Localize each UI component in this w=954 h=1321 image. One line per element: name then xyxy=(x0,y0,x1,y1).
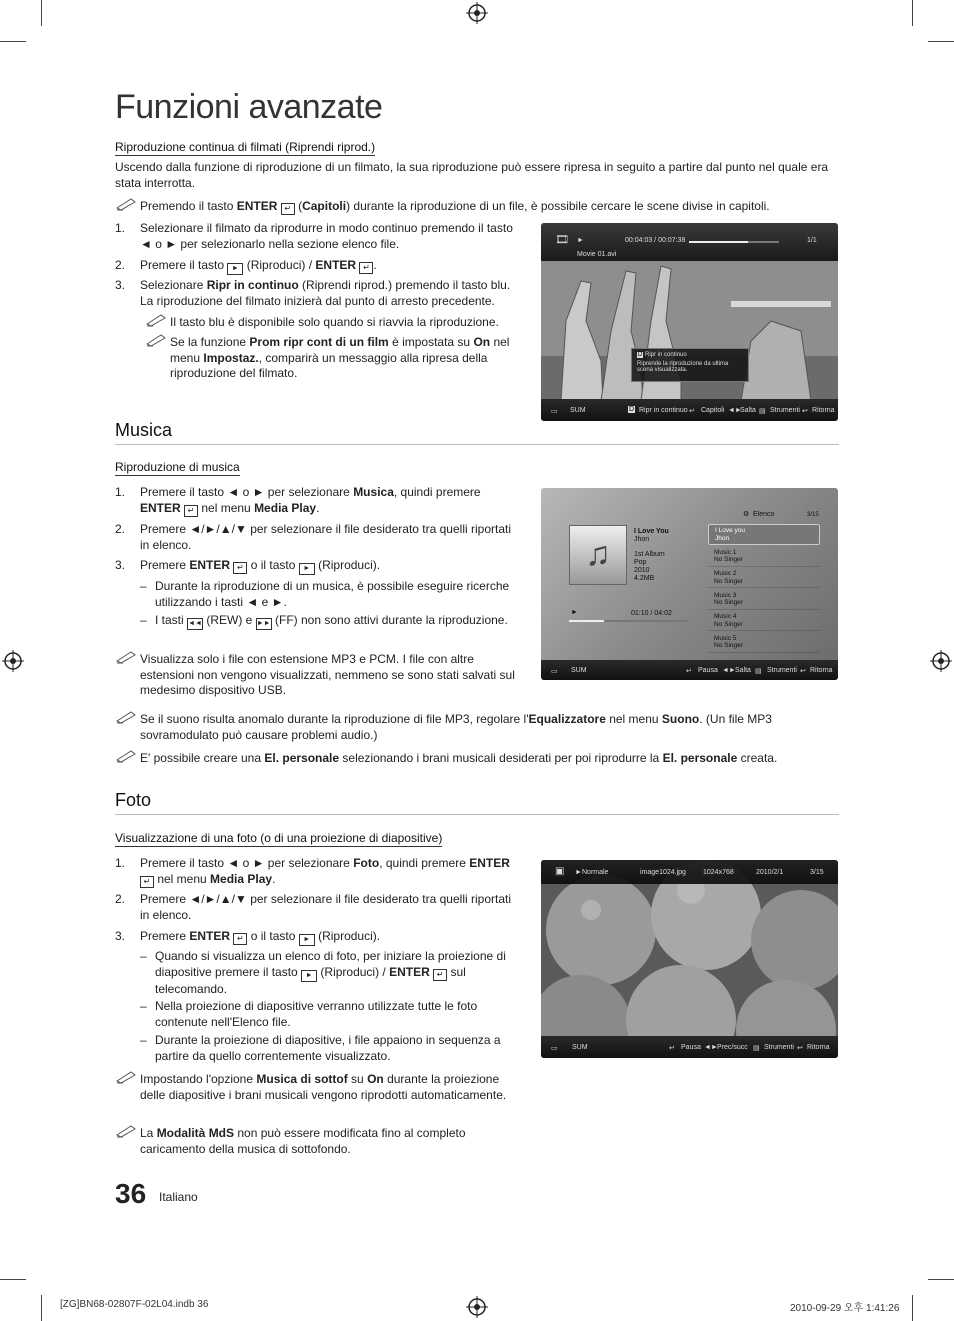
enter-icon: ↵ xyxy=(233,933,247,945)
movie-progress-bar xyxy=(689,241,779,243)
pencil-note-icon xyxy=(115,749,137,763)
footer-date: 2010-09-29 오후 1:41:26 xyxy=(790,1303,900,1314)
music-list-item-title: Music 4 xyxy=(714,613,737,620)
step: 1. Premere il tasto ◄ o ► per selezionare Foto, quindi premere ENTER ↵ nel menu Media Play. xyxy=(115,856,510,886)
movie-top-bar xyxy=(541,223,838,261)
pencil-note-icon xyxy=(115,1070,137,1084)
step: 2. Premere il tasto ► (Riproduci) / ENTER ↵ . xyxy=(115,258,515,275)
return-icon: ↩ xyxy=(797,1045,803,1052)
pencil-note-icon xyxy=(115,1124,137,1138)
music-subhead: Riproduzione di musica xyxy=(115,460,240,474)
storage-label: SUM xyxy=(571,667,587,674)
music-list-item[interactable] xyxy=(708,633,820,653)
step: 2. Premere ◄/►/▲/▼ per selezionare il file desiderato tra quelli riportati in elenco. xyxy=(115,522,511,552)
music-time: 01:10 / 04:02 xyxy=(631,610,672,617)
album-art xyxy=(569,525,627,585)
movie-count: 1/1 xyxy=(807,237,817,244)
film-icon: 🎞 xyxy=(555,234,569,246)
registration-mark-icon xyxy=(466,2,488,24)
photo-top-bar xyxy=(541,860,838,884)
note: La Modalità MdS non può essere modificata fino al completo caricamento della musica di sottofondo. xyxy=(115,1126,515,1157)
step: 3. Premere ENTER ↵ o il tasto ► (Riproduci). xyxy=(115,558,515,575)
page-number: 36 xyxy=(115,1178,147,1209)
photo-icon: ▣ xyxy=(555,866,565,877)
hint-return: Ritorna xyxy=(807,1044,830,1051)
registration-mark-icon xyxy=(466,1296,488,1318)
usb-icon: ▭ xyxy=(551,668,558,675)
step: 3. Selezionare Ripr in continuo (Riprendi riprod.) premendo il tasto blu. La riproduzione del filmato inizierà dal punto di arresto precedente. xyxy=(115,278,511,308)
d-button-icon: D xyxy=(638,352,643,358)
note: Premendo il tasto ENTER ↵ (Capitoli) durante la riproduzione di un file, è possibile cercare le scene divise in capitoli. xyxy=(115,199,839,215)
note: Visualizza solo i file con estensione MP3 e PCM. I file con altre estensioni non vengono visualizzati, nemmeno se sono stati salvati sul medesimo dispositivo USB. xyxy=(115,652,515,699)
play-button-icon: ► xyxy=(299,934,315,946)
hint-return: Ritorna xyxy=(812,407,835,414)
track-info: I Love You Jhon 1st Album Pop 2010 4.2MB xyxy=(634,528,669,582)
music-list-item[interactable] xyxy=(708,568,820,588)
music-list-item[interactable] xyxy=(708,590,820,610)
crop-mark xyxy=(41,1295,42,1321)
hint-tools: Strumenti xyxy=(770,407,800,414)
enter-icon: ↵ xyxy=(281,203,295,215)
enter-icon: ↵ xyxy=(433,969,447,981)
crop-mark xyxy=(0,41,26,42)
dash-item: – Durante la riproduzione di un musica, è possibile eseguire ricerche utilizzando i tasti ◄ e ►. xyxy=(140,579,510,609)
note: Se il suono risulta anomalo durante la riproduzione di file MP3, regolare l'Equalizzatore nel menu Suono. (Un file MP3 sovramodulato può causare problemi audio.) xyxy=(115,712,839,743)
slideshow-mode: Normale xyxy=(582,869,609,876)
hint-resume: Ripr in continuo xyxy=(639,407,688,414)
tools-icon: ▤ xyxy=(759,408,766,415)
pencil-note-icon xyxy=(115,650,137,664)
apples-image xyxy=(541,860,838,1058)
return-icon: ↩ xyxy=(802,408,808,415)
dash-item: – I tasti ◄◄ (REW) e ►► (FF) non sono attivi durante la riproduzione. xyxy=(140,613,515,630)
play-button-icon: ► xyxy=(227,263,243,275)
music-list-item-artist: No Singer xyxy=(714,556,743,563)
music-list-item-title: Music 5 xyxy=(714,634,737,642)
storage-label: SUM xyxy=(570,407,586,414)
step: 1. Selezionare il filmato da riprodurre in modo continuo premendo il tasto ◄ o ► per selezionarlo nella sezione elenco file. xyxy=(115,221,513,251)
enter-icon: ↵ xyxy=(669,1045,675,1052)
step: 3. Premere ENTER ↵ o il tasto ► (Riproduci). xyxy=(115,929,515,946)
enter-icon: ↵ xyxy=(686,668,692,675)
list-icon: ⚙ xyxy=(743,511,750,518)
play-button-icon: ► xyxy=(299,563,315,575)
usb-icon: ▭ xyxy=(551,408,558,415)
note: Se la funzione Prom ripr cont di un film è impostata su On nel menu Impostaz., comparirà un messaggio alla ripresa della riproduzione del filmato. xyxy=(145,335,520,382)
music-list-item-artist: No Singer xyxy=(714,642,743,649)
music-list-item-artist: No Singer xyxy=(714,620,743,628)
dash-item: – Nella proiezione di diapositive verranno utilizzate tutte le foto contenute nell'Elenco file. xyxy=(140,999,478,1029)
music-list-item-artist: No Singer xyxy=(714,599,743,606)
hint-skip: Salta xyxy=(735,667,751,674)
note: Il tasto blu è disponibile solo quando si riavvia la riproduzione. xyxy=(145,315,520,331)
music-list-item-artist: No Singer xyxy=(714,577,743,585)
crop-mark xyxy=(912,0,913,26)
movie-subhead: Riproduzione continua di filmati (Riprendi riprod.) xyxy=(115,140,376,154)
pencil-note-icon xyxy=(115,197,137,211)
music-bottom-bar xyxy=(541,660,838,680)
play-state-icon: ► xyxy=(575,869,582,876)
crop-mark xyxy=(912,1295,913,1321)
photo-date: 2010/2/1 xyxy=(756,869,784,876)
movie-player-screenshot xyxy=(541,223,838,421)
hint-tools: Strumenti xyxy=(767,667,797,674)
dash-item: – Quando si visualizza un elenco di foto, per iniziare la proiezione di diapositive premere il tasto ► (Riproduci) / ENTER ↵ sul telecomando. xyxy=(140,949,506,996)
pencil-note-icon xyxy=(115,710,137,724)
play-state-icon: ► xyxy=(571,609,578,616)
list-label: Elenco xyxy=(753,511,775,518)
hint-skip: Salta xyxy=(740,407,756,414)
storage-label: SUM xyxy=(572,1044,588,1051)
hint-tools: Strumenti xyxy=(764,1044,794,1051)
list-count: 3/15 xyxy=(807,512,819,518)
photo-viewer-screenshot xyxy=(541,860,838,1058)
music-note-icon: ♫ xyxy=(585,535,611,573)
crop-mark xyxy=(928,1279,954,1280)
music-list-item[interactable] xyxy=(708,524,820,545)
enter-icon: ↵ xyxy=(689,408,695,415)
enter-icon: ↵ xyxy=(140,876,154,888)
music-list-item-title: Music 1 xyxy=(714,548,737,556)
resume-popup xyxy=(631,348,749,382)
play-button-icon: ► xyxy=(301,970,317,982)
photo-subhead: Visualizzazione di una foto (o di una proiezione di diapositive) xyxy=(115,831,443,845)
photo-filename: image1024.jpg xyxy=(640,869,686,876)
left-right-icon: ◄► xyxy=(704,1044,718,1051)
enter-icon: ↵ xyxy=(359,262,373,274)
music-list-item-title: I Love you xyxy=(715,527,745,534)
tools-icon: ▤ xyxy=(755,668,762,675)
registration-mark-icon xyxy=(2,650,24,672)
movie-time: 00:04:03 / 00:07:38 xyxy=(625,237,686,244)
hint-return: Ritorna xyxy=(810,667,833,674)
footer-file: [ZG]BN68-02807F-02L04.indb 36 xyxy=(60,1299,209,1310)
enter-icon: ↵ xyxy=(184,505,198,517)
crop-mark xyxy=(928,41,954,42)
music-progress-bar xyxy=(569,620,689,622)
fast-forward-button-icon: ►► xyxy=(256,618,272,630)
photo-resolution: 1024x768 xyxy=(703,869,734,876)
crop-mark xyxy=(0,1279,26,1280)
movie-filename: Movie 01.avi xyxy=(577,251,617,258)
registration-mark-icon xyxy=(930,650,952,672)
popup-title: Ripr in continuo xyxy=(645,352,687,358)
music-list-item-artist: Jhon xyxy=(715,534,730,542)
pencil-note-icon xyxy=(145,333,167,347)
hint-prev-next: Prec/succ xyxy=(717,1044,748,1051)
hint-pause: Pausa xyxy=(681,1044,701,1051)
music-player-screenshot xyxy=(541,488,838,680)
music-list-item[interactable] xyxy=(708,611,820,631)
rewind-button-icon: ◄◄ xyxy=(187,618,203,630)
photo-bottom-bar xyxy=(541,1036,838,1058)
photo-section-title: Foto xyxy=(115,790,839,815)
music-list-item-title: Music 2 xyxy=(714,570,737,577)
music-section-title: Musica xyxy=(115,420,839,445)
photo-count: 3/15 xyxy=(810,869,824,876)
left-right-icon: ◄► xyxy=(728,407,742,414)
return-icon: ↩ xyxy=(800,668,806,675)
left-right-icon: ◄► xyxy=(722,667,736,674)
note: Impostando l'opzione Musica di sottof su On durante la proiezione delle diapositive i brani musicali vengono riprodotti automaticamente. xyxy=(115,1072,515,1103)
music-list-item[interactable] xyxy=(708,547,820,567)
d-button-icon: D xyxy=(629,406,635,413)
movie-bottom-bar xyxy=(541,399,838,421)
music-list-item-title: Music 3 xyxy=(714,591,737,599)
hint-pause: Pausa xyxy=(698,667,718,674)
tools-icon: ▤ xyxy=(753,1045,760,1052)
play-state-icon: ► xyxy=(577,237,584,244)
movie-intro: Uscendo dalla funzione di riproduzione di un filmato, la sua riproduzione può essere ripresa in seguito a partire dal punto nel quale era stata interrotta. xyxy=(115,160,829,190)
page-title: Funzioni avanzate xyxy=(115,88,383,126)
page-language: Italiano xyxy=(159,1190,198,1204)
crop-mark xyxy=(41,0,42,26)
usb-icon: ▭ xyxy=(551,1045,558,1052)
enter-icon: ↵ xyxy=(233,562,247,574)
note: E' possibile creare una El. personale selezionando i brani musicali desiderati per poi riprodurre la El. personale creata. xyxy=(115,751,839,767)
step: 1. Premere il tasto ◄ o ► per selezionare Musica, quindi premere ENTER ↵ nel menu Media Play. xyxy=(115,485,481,515)
music-list xyxy=(708,524,820,654)
step: 2. Premere ◄/►/▲/▼ per selezionare il file desiderato tra quelli riportati in elenco. xyxy=(115,892,511,922)
dash-item: – Durante la proiezione di diapositive, i file appaiono in sequenza a partire da quello correntemente visualizzato. xyxy=(140,1033,501,1063)
pencil-note-icon xyxy=(145,313,167,327)
hint-chapters: Capitoli xyxy=(701,407,725,414)
popup-text: Riprende la riproduzione da ultima scena visualizzata. xyxy=(637,361,729,373)
